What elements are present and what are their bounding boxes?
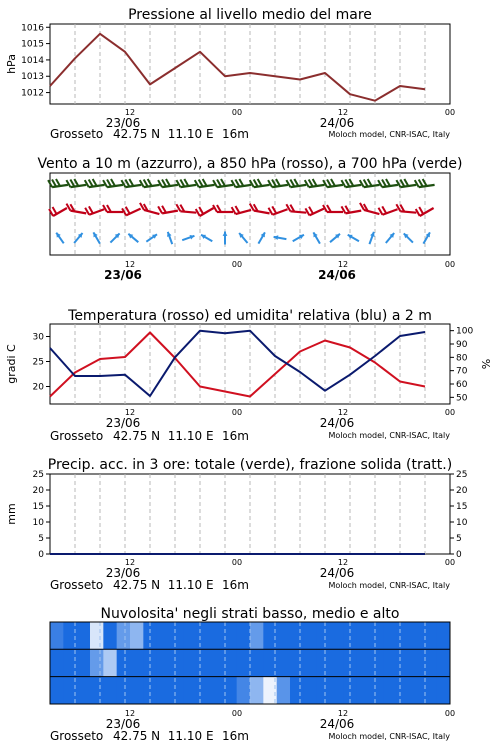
wind-700-barb xyxy=(213,179,233,187)
cloud-cell xyxy=(103,677,117,704)
x-tick-label: 12 xyxy=(337,709,349,718)
x-tick-label: 12 xyxy=(337,408,349,417)
cloud-cell xyxy=(130,677,144,704)
wind-barb-shaft xyxy=(290,211,306,212)
wind-arrow-head xyxy=(223,232,228,236)
location-name: Grosseto xyxy=(50,429,104,443)
wind-700-barb xyxy=(121,179,141,187)
wind-10m-arrow xyxy=(93,232,100,243)
location-line xyxy=(50,578,450,592)
cloud-cell xyxy=(357,677,371,704)
wind-10m-arrow xyxy=(423,232,430,243)
x-tick-label: 00 xyxy=(231,709,243,718)
temperature-humidity-series xyxy=(50,331,425,397)
wind-850-barb xyxy=(103,205,123,212)
wind-700-barb xyxy=(103,179,123,187)
wind-barb-feather xyxy=(56,179,60,186)
wind-barb-feather xyxy=(254,180,258,187)
location-coords: 42.75 N 11.10 E xyxy=(113,127,214,141)
wind-barb-feather xyxy=(419,180,423,187)
model-source: Moloch model, CNR-ISAC, Italy xyxy=(328,732,450,741)
wind-barb-feather xyxy=(313,179,317,186)
wind-700-barb xyxy=(85,179,105,187)
wind-850-barb xyxy=(213,205,233,212)
cloud-cell xyxy=(330,649,344,676)
wind-700-barb xyxy=(268,179,288,187)
location-line xyxy=(50,729,450,743)
cloud-cell xyxy=(330,677,344,704)
y-tick-label: 30 xyxy=(32,332,44,343)
wind-700-barb xyxy=(341,179,361,187)
x-tick-label: 00 xyxy=(444,709,456,718)
humidity-line xyxy=(50,331,425,396)
wind-10m-arrow xyxy=(258,232,265,243)
wind-700-barb xyxy=(396,179,416,187)
y-tick-label: 5 xyxy=(38,534,44,544)
wind-700-barb xyxy=(360,179,380,187)
x-tick-label: 00 xyxy=(231,260,243,269)
location-elevation: 16m xyxy=(222,729,249,743)
wind-10m-arrow xyxy=(167,232,172,244)
y-tick-label-right: 10 xyxy=(456,518,468,528)
humidity-y-ticks xyxy=(450,327,473,404)
wind-barb-feather xyxy=(158,206,162,213)
wind-barb-feather xyxy=(416,209,420,216)
precipitation-gridlines xyxy=(75,474,425,554)
wind-barb-feather xyxy=(126,207,130,214)
wind-10m-arrow xyxy=(348,235,359,242)
y-tick-label-right: 5 xyxy=(456,534,462,544)
cloud-cell xyxy=(210,649,224,676)
y-tick-label-right: 0 xyxy=(456,550,462,560)
cloud-cell xyxy=(410,649,424,676)
wind-850-barb xyxy=(323,205,343,212)
y-tick-label: 70 xyxy=(456,366,468,377)
wind-700-barb xyxy=(250,179,270,187)
wind-barb-feather xyxy=(89,206,93,213)
wind-barb-feather xyxy=(386,179,390,186)
cloud-cell xyxy=(237,622,251,649)
cloud-cell xyxy=(437,649,451,676)
pressure-line xyxy=(50,34,425,101)
y-tick-label: 15 xyxy=(32,502,44,512)
cloud-cell xyxy=(317,677,331,704)
cloud-cell xyxy=(90,649,104,676)
cloud-cell xyxy=(357,622,371,649)
wind-700-barb xyxy=(231,179,251,187)
cloud-cell xyxy=(383,649,397,676)
temperature-plot-area xyxy=(50,324,450,404)
y-tick-label: 60 xyxy=(456,380,468,390)
date-label: 24/06 xyxy=(319,566,355,580)
wind-barb-feather xyxy=(368,179,372,186)
wind-barb-feather xyxy=(221,179,225,186)
temperature-gridlines xyxy=(75,324,425,404)
y-tick-label: 0 xyxy=(38,550,44,560)
x-tick-label: 00 xyxy=(231,108,243,117)
wind-barb-feather xyxy=(89,180,93,187)
location-name: Grosseto xyxy=(50,578,104,592)
x-tick-label: 00 xyxy=(231,558,243,567)
precipitation-plot-area xyxy=(50,474,450,554)
cloud-cell xyxy=(117,677,131,704)
wind-850-barb xyxy=(341,206,361,214)
wind-barb-feather xyxy=(294,179,298,186)
wind-850-barb xyxy=(66,204,86,214)
wind-850-barb xyxy=(49,207,67,216)
location-coords: 42.75 N 11.10 E xyxy=(113,429,214,443)
cloud-cell xyxy=(303,677,317,704)
cloud-cell xyxy=(183,677,197,704)
cloud-cell xyxy=(237,677,251,704)
cloud-cell xyxy=(317,649,331,676)
wind-barb-feather xyxy=(184,179,188,186)
wind-10m-arrow xyxy=(274,235,287,240)
y-tick-label: 25 xyxy=(32,470,44,480)
cloud-cell xyxy=(383,677,397,704)
cloud-cell xyxy=(237,649,251,676)
wind-barb-feather xyxy=(125,180,129,187)
cloud-cell xyxy=(130,649,144,676)
wind-barb-shaft xyxy=(400,211,416,212)
wind-10m-arrow xyxy=(386,233,394,243)
location-coords: 42.75 N 11.10 E xyxy=(113,729,214,743)
cloud-title: Nuvolosita' negli strati basso, medio e alto xyxy=(100,606,400,622)
wind-10m-arrow xyxy=(369,232,374,244)
x-tick-label: 00 xyxy=(444,260,456,269)
y-tick-label: 50 xyxy=(456,393,468,404)
wind-barb-feather xyxy=(129,179,133,186)
wind-barb-feather xyxy=(345,180,349,187)
wind-barb-feather xyxy=(331,179,335,186)
wind-700-barb xyxy=(378,179,398,187)
cloud-cell xyxy=(277,649,291,676)
y-tick-label: 1014 xyxy=(21,55,44,66)
y-tick-label: 1013 xyxy=(21,72,44,83)
cloud-cell xyxy=(130,622,144,649)
cloud-cell xyxy=(383,622,397,649)
pressure-gridlines xyxy=(75,24,425,104)
wind-barb-feather xyxy=(93,179,97,186)
cloud-cell xyxy=(77,649,91,676)
y-tick-label: 100 xyxy=(456,326,474,337)
wind-10m-arrow xyxy=(313,232,320,243)
cloud-cell xyxy=(170,649,184,676)
x-tick-label: 00 xyxy=(444,558,456,567)
cloud-cell xyxy=(397,622,411,649)
wind-barb-feather xyxy=(180,180,184,187)
cloud-cell xyxy=(103,622,117,649)
cloud-cell xyxy=(410,622,424,649)
precipitation-y-label: mm xyxy=(5,503,18,525)
wind-barb-feather xyxy=(166,179,170,186)
y-tick-label: 90 xyxy=(456,340,468,350)
wind-850-barb xyxy=(250,204,270,214)
cloud-cell xyxy=(90,677,104,704)
date-label: 23/06 xyxy=(104,268,142,282)
pressure-y-label: hPa xyxy=(5,54,18,74)
cloud-cell xyxy=(183,622,197,649)
cloud-cell xyxy=(197,677,211,704)
location-name: Grosseto xyxy=(50,127,104,141)
cloud-cell xyxy=(397,649,411,676)
cloud-cell xyxy=(50,649,64,676)
y-tick-label-right: 20 xyxy=(456,486,468,496)
cloud-cell xyxy=(303,622,317,649)
x-tick-label: 00 xyxy=(231,408,243,417)
wind-barb-feather xyxy=(382,206,386,213)
cloud-cell xyxy=(170,677,184,704)
wind-barb-feather xyxy=(404,179,408,186)
pressure-series xyxy=(50,34,425,101)
pressure-title: Pressione al livello medio del mare xyxy=(128,7,372,23)
wind-barb-feather xyxy=(258,179,262,186)
cloud-cell xyxy=(370,622,384,649)
cloud-cell xyxy=(357,649,371,676)
precipitation-title: Precip. acc. in 3 ore: totale (verde), frazione solida (tratt.) xyxy=(47,457,453,473)
date-label: 24/06 xyxy=(319,416,355,430)
wind-barb-feather xyxy=(217,180,221,187)
wind-850-barb xyxy=(196,207,214,216)
wind-barb-feather xyxy=(400,180,404,187)
x-tick-label: 00 xyxy=(444,408,456,417)
date-label: 23/06 xyxy=(105,116,141,130)
date-label: 24/06 xyxy=(318,268,356,282)
cloud-cell xyxy=(317,622,331,649)
y-tick-label: 20 xyxy=(32,382,44,393)
model-source: Moloch model, CNR-ISAC, Italy xyxy=(328,581,450,590)
wind-panel xyxy=(37,156,462,282)
cloud-cell xyxy=(277,622,291,649)
wind-850-barb xyxy=(396,204,416,212)
wind-10m-arrow xyxy=(239,233,247,243)
x-tick-label: 12 xyxy=(337,558,349,567)
wind-barb-shaft xyxy=(364,210,379,214)
y-tick-label: 20 xyxy=(32,486,44,496)
wind-10m-arrow xyxy=(146,234,157,241)
wind-barb-feather xyxy=(162,180,166,187)
temperature-y-label: gradi C xyxy=(5,344,18,384)
date-label: 24/06 xyxy=(319,717,355,731)
date-label: 24/06 xyxy=(319,116,355,130)
cloud-cell xyxy=(103,649,117,676)
date-label: 23/06 xyxy=(105,566,141,580)
model-source: Moloch model, CNR-ISAC, Italy xyxy=(328,130,450,139)
wind-barb-feather xyxy=(309,207,313,214)
temperature-line xyxy=(50,333,425,397)
wind-850-barb xyxy=(85,206,104,214)
location-elevation: 16m xyxy=(222,429,249,443)
wind-barb-feather xyxy=(196,209,200,216)
cloud-cell xyxy=(250,649,264,676)
x-tick-label: 12 xyxy=(124,260,136,269)
wind-barb-shaft xyxy=(70,211,86,214)
y-tick-label: 1016 xyxy=(21,23,44,34)
wind-10m-arrow xyxy=(293,235,304,242)
precipitation-panel xyxy=(5,457,468,592)
wind-850-barb xyxy=(232,206,251,214)
y-tick-label: 1012 xyxy=(21,88,44,99)
temperature-panel xyxy=(5,308,493,443)
wind-barb-feather xyxy=(272,206,276,213)
wind-850-barb xyxy=(268,206,287,214)
wind-10m-arrow xyxy=(404,233,413,242)
x-tick-label: 00 xyxy=(444,108,456,117)
wind-barb-feather xyxy=(235,206,239,213)
wind-barb-feather xyxy=(235,180,239,187)
cloud-cell xyxy=(157,677,171,704)
wind-barb-shaft xyxy=(144,210,159,214)
x-tick-label: 12 xyxy=(337,260,349,269)
temperature-x-axis xyxy=(106,408,455,430)
cloud-cell xyxy=(330,622,344,649)
wind-barb-feather xyxy=(239,179,243,186)
wind-barb-feather xyxy=(364,180,368,187)
wind-700-barb xyxy=(176,179,196,187)
wind-700-barb xyxy=(286,179,306,187)
wind-barb-feather xyxy=(53,207,57,214)
cloud-cell xyxy=(437,622,451,649)
cloud-x-axis xyxy=(106,709,455,731)
y-tick-label: 80 xyxy=(456,353,468,364)
y-tick-label-right: 25 xyxy=(456,470,468,480)
y-tick-label-right: 15 xyxy=(456,502,468,512)
cloud-cell xyxy=(157,622,171,649)
wind-barb-feather xyxy=(327,180,331,187)
cloud-cell xyxy=(50,622,64,649)
cloud-cell xyxy=(437,677,451,704)
temperature-title: Temperatura (rosso) ed umidita' relativa (blu) a 2 m xyxy=(68,308,432,324)
x-tick-label: 12 xyxy=(337,108,349,117)
wind-850-barb xyxy=(286,204,306,212)
wind-850-barb xyxy=(305,207,324,216)
wind-arrows xyxy=(48,179,435,245)
y-tick-label: 25 xyxy=(32,357,44,368)
cloud-cell xyxy=(170,622,184,649)
cloud-panel xyxy=(50,606,455,743)
pressure-y-ticks xyxy=(21,23,50,98)
cloud-cell xyxy=(370,677,384,704)
wind-10m-arrow xyxy=(223,232,228,245)
location-elevation: 16m xyxy=(222,578,249,592)
cloud-cell xyxy=(157,649,171,676)
cloud-cell xyxy=(410,677,424,704)
wind-barb-feather xyxy=(290,180,294,187)
x-tick-label: 12 xyxy=(124,408,136,417)
wind-barb-feather xyxy=(144,180,148,187)
pressure-panel xyxy=(5,7,455,141)
cloud-cell xyxy=(303,649,317,676)
wind-barb-feather xyxy=(107,180,111,187)
wind-title: Vento a 10 m (azzurro), a 850 hPa (rosso), a 700 hPa (verde) xyxy=(37,156,463,172)
wind-700-barb xyxy=(305,179,325,187)
cloud-cell xyxy=(290,677,304,704)
cloud-cell xyxy=(117,622,131,649)
cloud-cells xyxy=(50,622,450,704)
location-elevation: 16m xyxy=(222,127,249,141)
cloud-cell xyxy=(50,677,64,704)
wind-barb-feather xyxy=(382,180,386,187)
cloud-cell xyxy=(250,677,264,704)
cloud-cell xyxy=(210,622,224,649)
wind-700-barb xyxy=(323,179,343,187)
wind-10m-arrow xyxy=(182,235,194,240)
wind-barb-feather xyxy=(309,180,313,187)
temperature-y-ticks xyxy=(33,333,50,393)
y-tick-label: 1015 xyxy=(21,39,44,50)
wind-barb-feather xyxy=(199,180,203,187)
cloud-cell xyxy=(277,677,291,704)
location-name: Grosseto xyxy=(50,729,104,743)
x-tick-label: 12 xyxy=(124,108,136,117)
date-label: 23/06 xyxy=(105,717,141,731)
model-source: Moloch model, CNR-ISAC, Italy xyxy=(328,431,450,440)
cloud-cell xyxy=(290,649,304,676)
wind-850-barb xyxy=(360,203,379,214)
wind-barb-feather xyxy=(70,180,74,187)
wind-x-axis xyxy=(104,260,455,282)
cloud-cell xyxy=(77,677,91,704)
wind-barb-feather xyxy=(203,179,207,186)
wind-barb-feather xyxy=(52,180,56,187)
humidity-y-label: % xyxy=(480,358,493,370)
wind-barb-feather xyxy=(111,179,115,186)
wind-barb-shaft xyxy=(254,211,270,214)
cloud-cell xyxy=(90,622,104,649)
wind-barb-shaft xyxy=(180,211,196,212)
cloud-cell xyxy=(210,677,224,704)
cloud-cell xyxy=(250,622,264,649)
x-tick-label: 12 xyxy=(124,558,136,567)
wind-10m-arrow xyxy=(110,233,119,242)
cloud-cell xyxy=(77,622,91,649)
wind-700-barb xyxy=(48,179,68,187)
wind-barb-feather xyxy=(345,206,349,213)
x-tick-label: 12 xyxy=(124,709,136,718)
wind-10m-arrow xyxy=(330,234,340,242)
wind-850-barb xyxy=(176,204,196,212)
date-label: 23/06 xyxy=(105,416,141,430)
precipitation-x-axis xyxy=(106,558,455,580)
cloud-cell xyxy=(370,649,384,676)
wind-10m-arrow xyxy=(201,235,212,242)
cloud-cell xyxy=(397,677,411,704)
location-line xyxy=(50,429,450,443)
cloud-cell xyxy=(197,622,211,649)
cloud-cell xyxy=(183,649,197,676)
wind-barb-feather xyxy=(162,206,166,213)
location-coords: 42.75 N 11.10 E xyxy=(113,578,214,592)
y-tick-label: 10 xyxy=(32,518,44,528)
cloud-cell xyxy=(290,622,304,649)
wind-barb-feather xyxy=(276,179,280,186)
cloud-cell xyxy=(197,649,211,676)
wind-barb-feather xyxy=(419,207,423,214)
wind-10m-arrow xyxy=(56,233,63,244)
wind-10m-arrow xyxy=(128,234,138,242)
wind-850-barb xyxy=(378,206,397,214)
cloud-cell xyxy=(117,649,131,676)
wind-700-barb xyxy=(66,179,86,187)
wind-barb-feather xyxy=(360,203,364,210)
wind-700-barb xyxy=(195,179,215,187)
